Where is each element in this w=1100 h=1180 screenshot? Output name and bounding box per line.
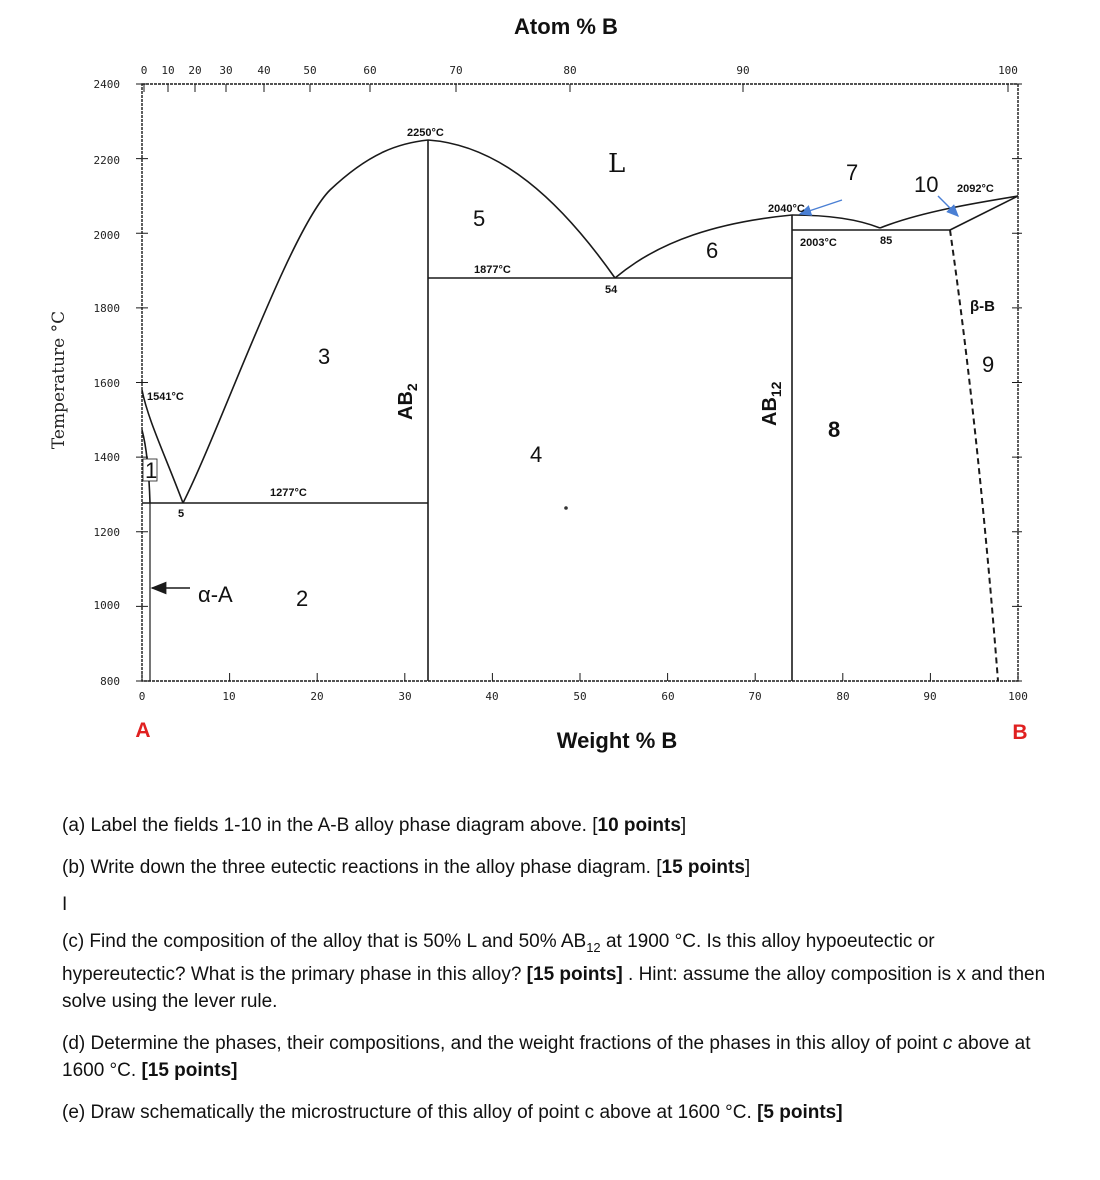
ab12-liquidus-right xyxy=(792,215,880,228)
end-label-b: B xyxy=(1012,721,1028,744)
field-3: 3 xyxy=(318,344,331,369)
temp-tick: 1400 xyxy=(93,451,120,464)
ab2-liquidus-left xyxy=(183,140,428,503)
weight-tick: 10 xyxy=(222,690,236,703)
beta-phase-label: β-B xyxy=(970,298,995,315)
questions-block xyxy=(62,812,1047,1126)
temp-tick: 2400 xyxy=(93,78,120,91)
ab12-label xyxy=(759,381,784,426)
bottom-axis-title: Weight % B xyxy=(556,728,678,753)
temp-label-2003: 2003°C xyxy=(800,237,837,249)
atom-tick: 0 xyxy=(140,64,148,77)
question-b-points: 15 points xyxy=(661,857,745,878)
atom-tick: 30 xyxy=(219,64,233,77)
weight-tick: 30 xyxy=(398,690,412,703)
atom-tick: 40 xyxy=(257,64,271,77)
temp-tick: 1600 xyxy=(93,377,120,390)
weight-tick-labels xyxy=(139,690,1028,703)
question-c-text2: at 1900 °C. Is this alloy hypoeutectic or hypereutectic? What is the primary phase in this alloy? xyxy=(62,931,935,985)
question-a-points: 10 points xyxy=(597,815,681,836)
svg-text:AB12 xyxy=(759,381,784,426)
temp-label-1541: 1541°C xyxy=(147,391,184,403)
weight-tick: 0 xyxy=(138,690,146,703)
plot-frame xyxy=(142,84,1018,681)
question-d xyxy=(62,1030,1047,1084)
alpha-liquidus xyxy=(142,390,183,503)
question-a-end: ] xyxy=(680,815,687,836)
weight-tick: 100 xyxy=(1008,690,1028,703)
temp-label-2250: 2250°C xyxy=(407,127,444,139)
comp-label-5: 5 xyxy=(178,508,185,520)
field-2: 2 xyxy=(296,586,309,611)
arrow-10 xyxy=(938,196,958,216)
y-axis-title: Temperature °C xyxy=(49,310,69,450)
field-5: 5 xyxy=(473,206,486,231)
question-b-end: ] xyxy=(744,857,751,878)
ab2-text: AB xyxy=(395,391,417,420)
ab2-subscript: 2 xyxy=(404,383,420,392)
question-c-subscript: 12 xyxy=(586,939,601,955)
question-c xyxy=(62,928,1047,1015)
stray-dot xyxy=(564,506,568,510)
alpha-phase-label: α-A xyxy=(198,582,233,607)
question-a xyxy=(62,812,1047,839)
weight-tick: 20 xyxy=(310,690,324,703)
temp-tick: 1000 xyxy=(93,599,120,612)
question-e xyxy=(62,1099,1047,1126)
arrow-7 xyxy=(800,200,842,214)
field-10: 10 xyxy=(914,172,939,197)
temp-label-1277: 1277°C xyxy=(270,487,307,499)
question-d-text1: (d) Determine the phases, their compositions, and the weight fractions of the phases in this alloy of point xyxy=(62,1032,943,1054)
field-1: 1 xyxy=(145,458,158,483)
atom-tick: 100 xyxy=(998,64,1018,77)
axis-ticks xyxy=(136,84,1022,681)
weight-tick: 60 xyxy=(661,690,675,703)
question-b-text: (b) Write down the three eutectic reactions in the alloy phase diagram. [ xyxy=(62,857,662,878)
temp-label-2040: 2040°C xyxy=(768,203,805,215)
atom-tick-labels xyxy=(141,64,1018,77)
atom-tick: 70 xyxy=(449,64,463,77)
ab2-liquidus-right xyxy=(428,140,615,278)
ab12-subscript: 12 xyxy=(768,381,784,398)
temp-tick: 1200 xyxy=(93,526,120,539)
temp-label-1877: 1877°C xyxy=(474,264,511,276)
temp-tick: 2200 xyxy=(93,154,120,167)
question-a-text: (a) Label the fields 1-10 in the A-B alloy phase diagram above. [ xyxy=(62,815,598,836)
question-e-points: [5 points] xyxy=(757,1101,843,1123)
top-axis-title: Atom % B xyxy=(514,14,618,39)
comp-label-85: 85 xyxy=(880,235,893,247)
question-c-text3: . Hint: assume the alloy composition is x and then solve using the lever rule. xyxy=(62,963,1046,1012)
weight-tick: 80 xyxy=(836,690,850,703)
atom-tick: 20 xyxy=(188,64,202,77)
weight-tick: 90 xyxy=(923,690,937,703)
temp-label-2092: 2092°C xyxy=(957,183,994,195)
weight-tick: 70 xyxy=(748,690,762,703)
field-8: 8 xyxy=(828,417,841,442)
field-6: 6 xyxy=(706,238,719,263)
ab12-liquidus-left xyxy=(615,215,792,278)
question-c-points: [15 points] xyxy=(526,963,623,985)
field-9: 9 xyxy=(982,352,995,377)
question-d-text2: above at 1600 °C. xyxy=(62,1032,1031,1081)
weight-tick: 50 xyxy=(573,690,587,703)
atom-tick: 50 xyxy=(303,64,317,77)
ab2-label xyxy=(395,383,420,420)
atom-tick: 80 xyxy=(563,64,577,77)
temperature-tick-labels xyxy=(94,78,121,688)
field-7: 7 xyxy=(846,160,859,185)
liquid-label: L xyxy=(608,149,626,179)
temp-tick: 1800 xyxy=(93,302,120,315)
stray-cursor-mark: I xyxy=(62,894,68,915)
field-4: 4 xyxy=(530,442,543,467)
question-c-text1: (c) Find the composition of the alloy that is 50% L and 50% AB xyxy=(62,931,587,952)
svg-text:AB2 xyxy=(395,383,420,420)
temp-tick: 2000 xyxy=(93,229,120,242)
question-d-italic: c xyxy=(942,1032,953,1054)
question-d-points: [15 points] xyxy=(141,1059,238,1081)
temp-tick: 800 xyxy=(100,675,120,688)
end-label-a: A xyxy=(135,719,151,742)
beta-liquidus xyxy=(880,196,1018,228)
question-e-text: (e) Draw schematically the microstructure of this alloy of point c above at 1600 °C. xyxy=(62,1101,758,1123)
question-b xyxy=(62,854,1047,881)
weight-tick: 40 xyxy=(485,690,499,703)
ab12-text: AB xyxy=(759,397,781,426)
atom-tick: 10 xyxy=(161,64,175,77)
comp-label-54: 54 xyxy=(605,284,618,296)
atom-tick: 90 xyxy=(736,64,750,77)
atom-tick: 60 xyxy=(363,64,377,77)
